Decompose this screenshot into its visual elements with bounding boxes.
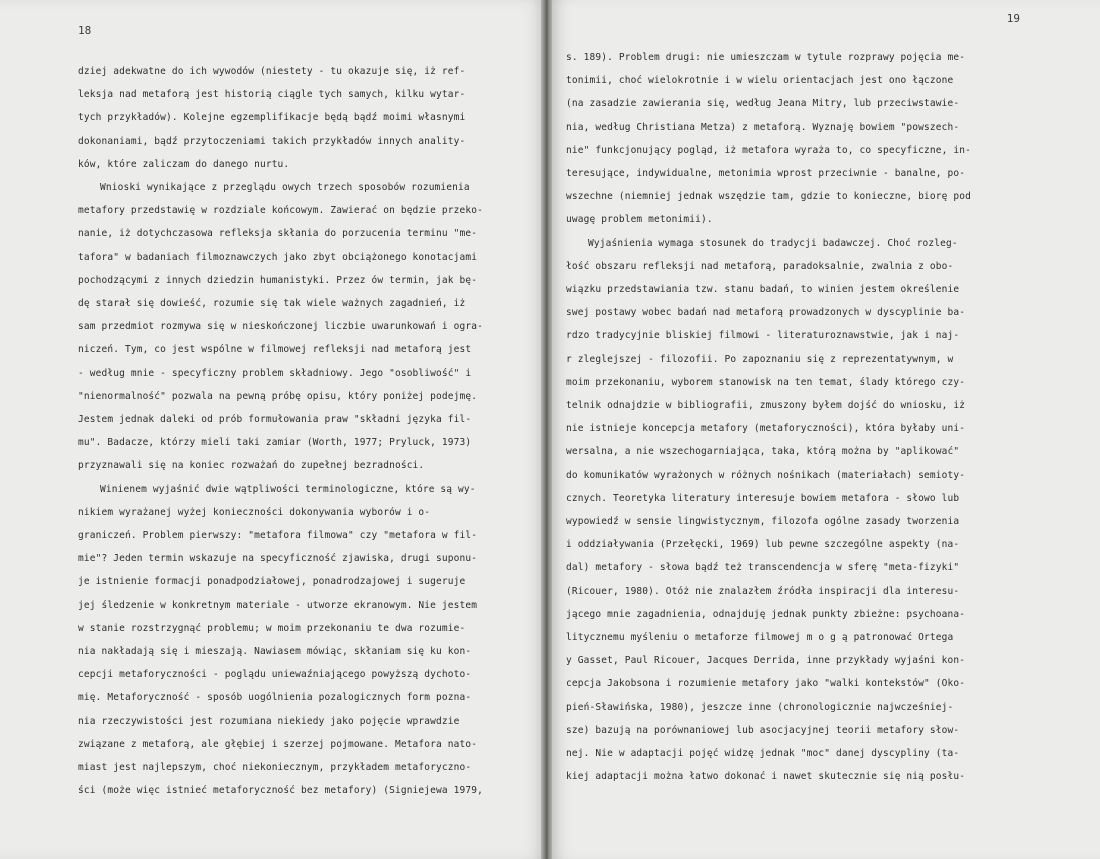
text-line: leksja nad metaforą jest historią ciągle tych samych, kilku wytar- xyxy=(78,89,466,101)
text-line: nej. Nie w adaptacji pojęć widzę jednak "moc" danej dyscypliny (ta- xyxy=(566,748,960,760)
text-line: ków, które zaliczam do danego nurtu. xyxy=(78,158,290,170)
text-line: (na zasadzie zawierania się, według Jeana Mitry, lub przeciwstawie- xyxy=(566,98,960,110)
text-line: r zleglejszej - filozofii. Po zapoznaniu się z reprezentatywnym, w xyxy=(566,353,954,365)
left-page-text xyxy=(78,60,528,803)
text-line: mię. Metaforyczność - sposób uogólnienia pozalogicznych form pozna- xyxy=(78,692,472,704)
text-line: w stanie rozstrzygnąć problemu; w moim przekonaniu te dwa rozumie- xyxy=(78,622,466,634)
text-line: tych przykładów). Kolejne egzemplifikacje będą bądź moimi własnymi xyxy=(78,112,466,124)
text-line: sam przedmiot rozmywa się w nieskończonej liczbie uwarunkowań i ogra- xyxy=(78,321,483,333)
text-line: nia, według Christiana Metza) z metaforą. Wyznaję bowiem "powszech- xyxy=(566,121,960,133)
text-line: cepcja Jakobsona i rozumienie metafory jako "walki kontekstów" (Oko- xyxy=(566,678,966,690)
text-line: nia rzeczywistości jest rozumiana niekiedy jako pojęcie wprawdzie xyxy=(78,715,460,727)
text-line: litycznemu myśleniu o metaforze filmowej m o g ą patronować Ortega xyxy=(566,632,954,644)
text-line: jej śledzenie w konkretnym materiale - utworze ekranowym. Nie jestem xyxy=(78,599,478,611)
text-line: cepcji metaforyczności - poglądu uniewaźniającego powyższą dychoto- xyxy=(78,669,472,681)
text-line: cznych. Teoretyka literatury interesuje bowiem metafora - słowo lub xyxy=(566,492,960,504)
text-line: moim przekonaniu, wyborem stanowisk na ten temat, ślady którego czy- xyxy=(566,376,966,388)
text-line: nie istnieje koncepcja metafory (metaforyczności), która byłaby uni- xyxy=(566,423,966,435)
text-line: tafora" w badaniach filmoznawczych jako zbyt obciążonego konotacjami xyxy=(78,251,478,263)
text-line: łość obszaru refleksji nad metaforą, paradoksalnie, zwalnia z obo- xyxy=(566,260,954,272)
text-line: związane z metaforą, ale głębiej i szerzej pojmowane. Metafora nato- xyxy=(78,738,478,750)
text-line: Winienem wyjaśnić dwie wątpliwości terminologiczne, które są wy- xyxy=(100,483,476,495)
text-line: sze) bazują na porównaniowej lub asocjacyjnej teorii metafory słow- xyxy=(566,724,960,736)
text-line: miast jest najlepszym, choć niekoniecznym, przykładem metaforyczno- xyxy=(78,762,472,774)
text-line: i oddziaływania (Przełęcki, 1969) lub pewne szczególne aspekty (na- xyxy=(566,539,960,551)
text-line: Jestem jednak daleki od prób formułowania praw "składni języka fil- xyxy=(78,414,472,426)
text-line: metafory przedstawię w rozdziale końcowym. Zawierać on będzie przeko- xyxy=(78,205,483,217)
text-line: dokonaniami, bądź przytoczeniami takich przykładów innych anality- xyxy=(78,135,466,147)
text-line: nanie, iż dotychczasowa refleksja skłania do porzucenia terminu "me- xyxy=(78,228,478,240)
text-line: wersalna, a nie wszechogarniająca, taka, którą można by "aplikować" xyxy=(566,446,960,458)
text-line: Wnioski wynikające z przeglądu owych trzech sposobów rozumienia xyxy=(100,182,470,194)
text-line: nia nakładają się i mieszają. Nawiasem mówiąc, skłaniam się ku kon- xyxy=(78,646,472,658)
left-page xyxy=(0,0,543,859)
text-line: ści (może więc istnieć metaforyczność bez metafory) (Signiejewa 1979, xyxy=(78,785,483,797)
text-line: jącego mnie zagadnienia, odnajduję jednak punkty zbieżne: psychoana- xyxy=(566,608,966,620)
text-line: mie"? Jeden termin wskazuje na specyficzność zjawiska, drugi suponu- xyxy=(78,553,478,565)
text-line: do komunikatów wyrażonych w różnych nośnikach (materiałach) semioty- xyxy=(566,469,966,481)
text-line: tonimii, choć wielokrotnie i w wielu orientacjach jest ono łączone xyxy=(566,75,954,87)
text-line: "nienormalność" pozwala na pewną próbę opisu, który poniżej podejmę. xyxy=(78,390,478,402)
text-line: nie" funkcjonujący pogląd, iż metafora wyraża to, co specyficzne, in- xyxy=(566,144,971,156)
text-line: y Gasset, Paul Ricouer, Jacques Derrida, inne przykłady wyjaśni kon- xyxy=(566,655,966,667)
right-page-text xyxy=(566,46,1072,789)
right-page xyxy=(552,0,1100,859)
text-line: wypowiedź w sensie lingwistycznym, filozofa ogólne zasady tworzenia xyxy=(566,516,960,528)
text-line: Wyjaśnienia wymaga stosunek do tradycji badawczej. Choć rozleg- xyxy=(588,237,958,249)
text-line: graniczeń. Problem pierwszy: "metafora filmowa" czy "metafora w fil- xyxy=(78,530,478,542)
text-line: telnik odnajdzie w bibliografii, zmuszony byłem dojść do wniosku, iż xyxy=(566,400,966,412)
text-line: s. 189). Problem drugi: nie umieszczam w tytule rozprawy pojęcia me- xyxy=(566,52,966,63)
text-line: dę starał się dowieść, rozumie się tak wiele ważnych zagadnień, iż xyxy=(78,298,466,310)
text-line: pień-Sławińska, 1980), jeszcze inne (chronologicznie najwcześniej- xyxy=(566,701,954,713)
text-line: przyznawali się na koniec rozważań do zupełnej bezradności. xyxy=(78,460,425,472)
text-line: uwagę problem metonimii). xyxy=(566,214,713,226)
text-line: - według mnie - specyficzny problem składniowy. Jego "osobliwość" i xyxy=(78,367,472,379)
text-line: dziej adekwatne do ich wywodów (niestety - tu okazuje się, iż ref- xyxy=(78,66,466,77)
text-line: kiej adaptacji można łatwo dokonać i nawet skutecznie się nią posłu- xyxy=(566,771,966,783)
text-line: dal) metafory - słowa bądź też transcendencja w sferę "meta-fizyki" xyxy=(566,562,960,574)
text-line: (Ricouer, 1980). Otóż nie znalazłem źródła inspiracji dla interesu- xyxy=(566,585,960,597)
text-line: je istnienie formacji ponadpodziałowej, ponadrodzajowej i sugeruje xyxy=(78,576,466,588)
text-line: wiązku przedstawiania tzw. stanu badań, to winien jestem określenie xyxy=(566,284,960,296)
left-page-number: 18 xyxy=(78,24,92,37)
text-line: niczeń. Tym, co jest wspólne w filmowej refleksji nad metaforą jest xyxy=(78,344,472,356)
text-line: wszechne (niemniej jednak wszędzie tam, gdzie to konieczne, biorę pod xyxy=(566,191,971,203)
right-page-number: 19 xyxy=(1006,12,1020,25)
text-line: teresujące, indywidualne, metonimia wprost przeciwnie - banalne, po- xyxy=(566,168,966,180)
text-line: pochodzącymi z innych dziedzin humanistyki. Przez ów termin, jak bę- xyxy=(78,274,478,286)
text-line: nikiem wyrażanej wyżej konieczności dokonywania wyborów i o- xyxy=(78,506,431,518)
text-line: rdzo tradycyjnie bliskiej filmowi - literaturoznawstwie, jak i naj- xyxy=(566,330,960,342)
text-line: swej postawy wobec badań nad metaforą prowadzonych w dyscyplinie ba- xyxy=(566,307,966,319)
text-line: mu". Badacze, którzy mieli taki zamiar (Worth, 1977; Pryluck, 1973) xyxy=(78,437,472,449)
